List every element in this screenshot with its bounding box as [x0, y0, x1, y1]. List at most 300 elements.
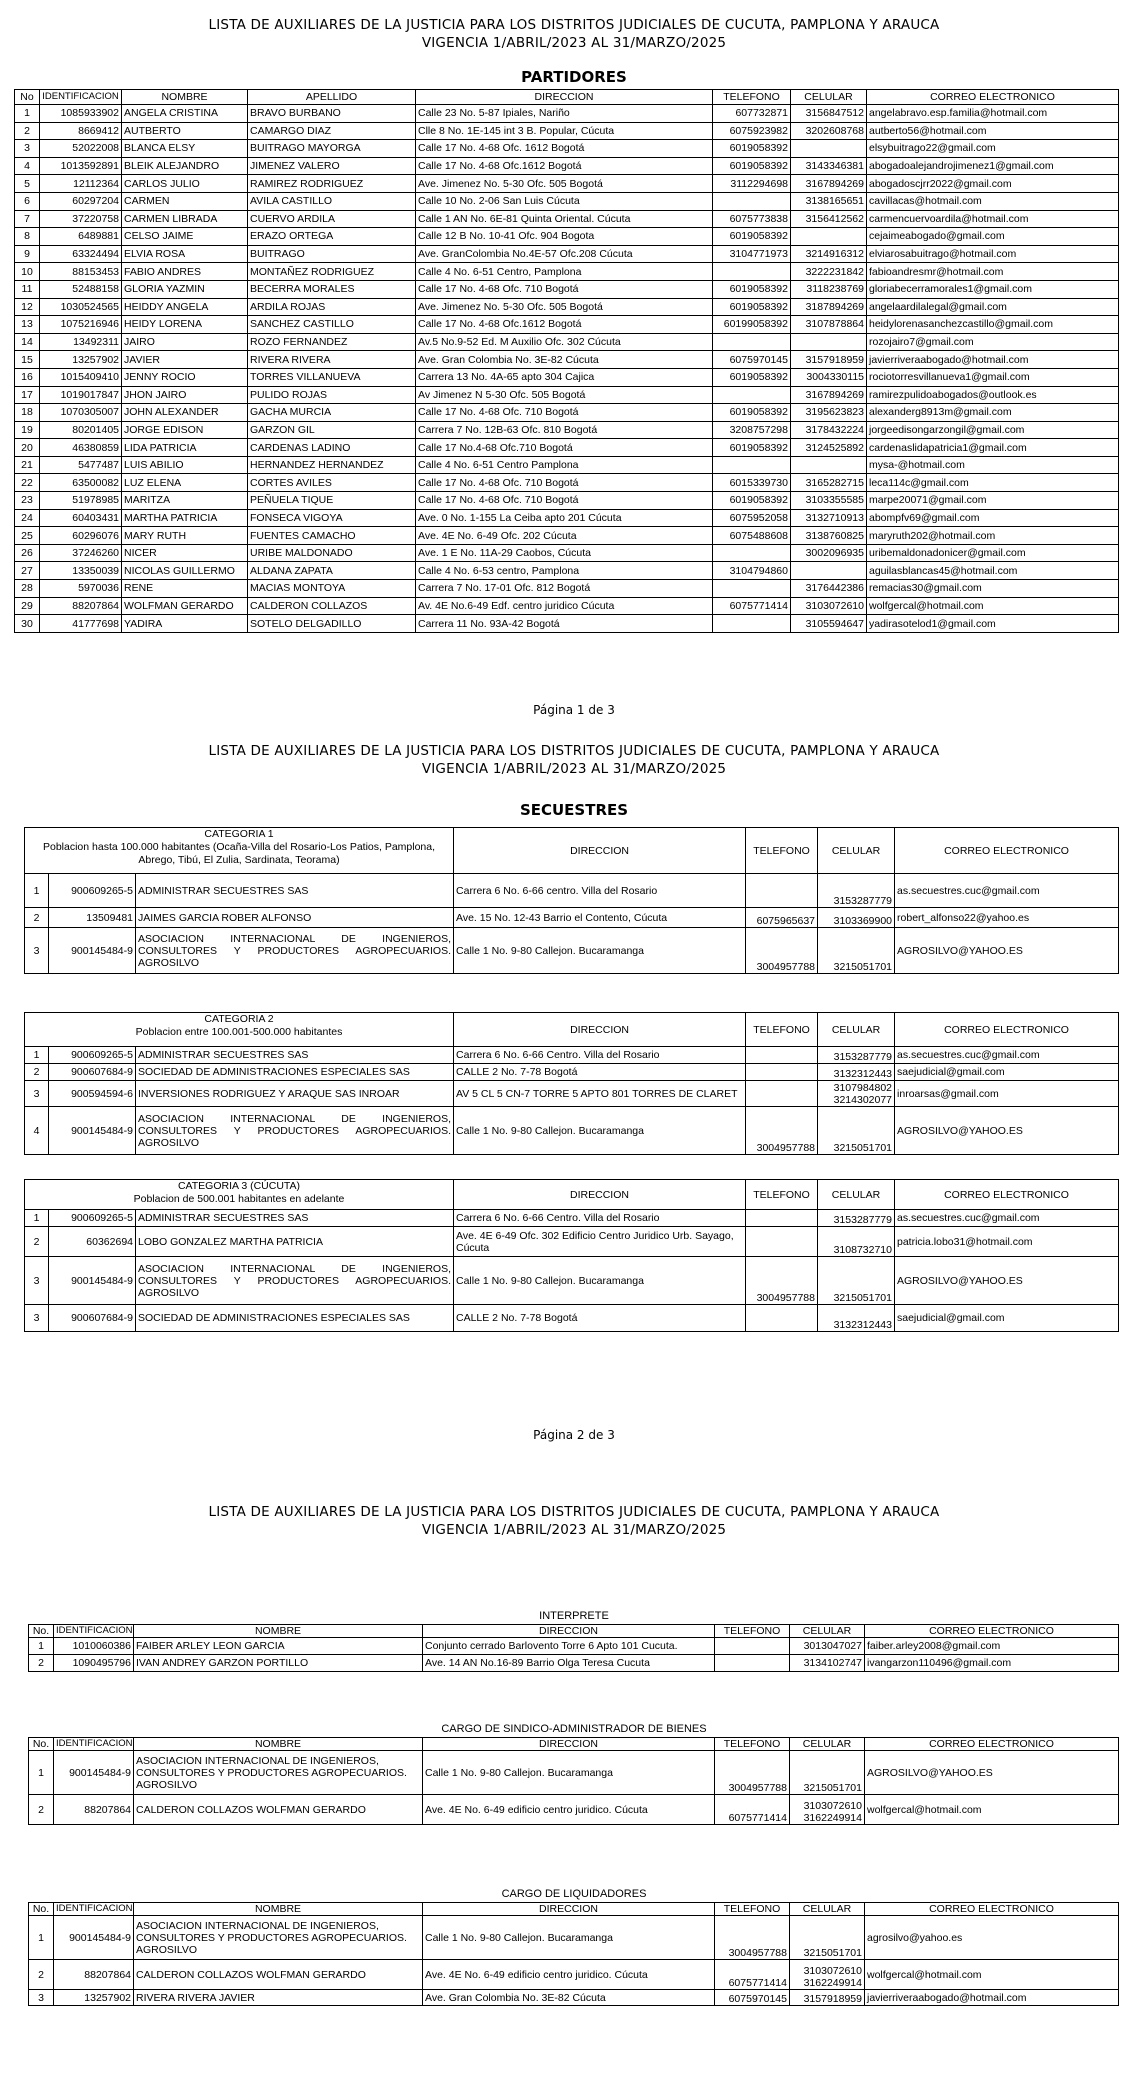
table-row — [15, 105, 1119, 123]
cell-identificacion: 60403431 — [40, 509, 122, 527]
cell-apellido: FONSECA VIGOYA — [248, 509, 416, 527]
cell-nombre: YADIRA — [122, 615, 248, 633]
cell-no: 19 — [15, 421, 40, 439]
cat3-description: Poblacion de 500.001 habitantes en adelante — [133, 1193, 345, 1205]
cell-celular: 3138760825 — [791, 527, 867, 545]
cell-nombre: MARY RUTH — [122, 527, 248, 545]
col-identificacion: IDENTIFICACION — [54, 1625, 134, 1638]
cell-nombre: JAIMES GARCIA ROBER ALFONSO — [136, 908, 454, 928]
cell-no: 12 — [15, 298, 40, 316]
cell-correo: rozojairo7@gmail.com — [867, 333, 1119, 351]
table-row — [15, 333, 1119, 351]
cell-no: 2 — [25, 1064, 49, 1081]
col-direccion: DIRECCION — [454, 828, 746, 874]
col-correo: CORREO ELECTRONICO — [865, 1903, 1119, 1916]
secuestres-cat2-table — [24, 1012, 1119, 1155]
cell-no: 30 — [15, 615, 40, 633]
cell-telefono: 3004957788 — [715, 1916, 790, 1960]
secuestres-cat3-table — [24, 1179, 1119, 1332]
cell-direccion: Clle 8 No. 1E-145 int 3 B. Popular, Cúcuta — [416, 122, 713, 140]
cell-apellido: MONTAÑEZ RODRIGUEZ — [248, 263, 416, 281]
table-row — [15, 562, 1119, 580]
cell-direccion: Calle 1 AN No. 6E-81 Quinta Oriental. Cúcuta — [416, 210, 713, 228]
cell-apellido: GARZON GIL — [248, 421, 416, 439]
cell-apellido: MACIAS MONTOYA — [248, 580, 416, 598]
cell-correo: wolfgercal@hotmail.com — [867, 597, 1119, 615]
cell-correo: remacias30@gmail.com — [867, 580, 1119, 598]
table-row — [15, 175, 1119, 193]
table-row — [15, 192, 1119, 210]
cell-apellido: CAMARGO DIAZ — [248, 122, 416, 140]
cell-apellido: BECERRA MORALES — [248, 280, 416, 298]
cell-direccion: Ave. 4E No. 6-49 edificio centro juridico. Cúcuta — [423, 1960, 715, 1990]
col-nombre: NOMBRE — [122, 90, 248, 105]
cell-celular: 3215051701 — [818, 1257, 895, 1305]
cell-direccion: Carrera 13 No. 4A-65 apto 304 Cajica — [416, 368, 713, 386]
page-3 — [0, 1503, 1148, 1539]
cell-no: 4 — [15, 157, 40, 175]
cell-direccion: Carrera 11 No. 93A-42 Bogotá — [416, 615, 713, 633]
cat3-label: CATEGORIA 3 (CÚCUTA) — [177, 1180, 301, 1192]
cell-identificacion: 900609265-5 — [49, 1210, 136, 1227]
table-row — [15, 263, 1119, 281]
cell-nombre: JAVIER — [122, 351, 248, 369]
col-direccion: DIRECCION — [423, 1903, 715, 1916]
cell-correo: cejaimeabogado@gmail.com — [867, 228, 1119, 246]
col-nombre: NOMBRE — [134, 1625, 423, 1638]
cell-telefono: 3004957788 — [746, 1257, 818, 1305]
col-celular: CELULAR — [790, 1903, 865, 1916]
cell-no: 2 — [15, 122, 40, 140]
cell-celular: 3103369900 — [818, 908, 895, 928]
cell-correo: saejudicial@gmail.com — [895, 1064, 1119, 1081]
cell-correo: abompfv69@gmail.com — [867, 509, 1119, 527]
interprete-table — [28, 1624, 1119, 1672]
cell-correo: angelaardilalegal@gmail.com — [867, 298, 1119, 316]
cell-direccion: Conjunto cerrado Barlovento Torre 6 Apto 101 Cucuta. — [423, 1638, 715, 1655]
cell-identificacion: 1015409410 — [40, 368, 122, 386]
cell-nombre: CELSO JAIME — [122, 228, 248, 246]
cell-no: 1 — [25, 874, 49, 908]
cell-telefono: 3104794860 — [713, 562, 791, 580]
cell-identificacion: 88153453 — [40, 263, 122, 281]
cell-correo: cavillacas@hotmail.com — [867, 192, 1119, 210]
cell-celular: 3178432224 — [791, 421, 867, 439]
cell-no: 6 — [15, 192, 40, 210]
table-row — [29, 1960, 1119, 1990]
table-row — [15, 615, 1119, 633]
table-row — [15, 597, 1119, 615]
col-celular: CELULAR — [790, 1625, 865, 1638]
cell-identificacion: 13509481 — [49, 908, 136, 928]
cell-nombre: RENE — [122, 580, 248, 598]
cell-identificacion: 1085933902 — [40, 105, 122, 123]
cat1-description: Poblacion hasta 100.000 habitantes (Ocaña-Villa del Rosario-Los Patios, Pamplona, Abrego, Tibú, El Zulia, Sardinata, Teorama) — [42, 841, 436, 866]
cell-nombre: JENNY ROCIO — [122, 368, 248, 386]
liquidadores-table — [28, 1902, 1119, 2006]
cell-direccion: Calle 10 No. 2-06 San Luis Cúcuta — [416, 192, 713, 210]
cell-nombre: LUIS ABILIO — [122, 456, 248, 474]
table-row — [15, 421, 1119, 439]
cell-telefono — [746, 1227, 818, 1257]
col-identificacion: IDENTIFICACION — [54, 1738, 134, 1751]
cell-correo: javierriveraabogado@hotmail.com — [867, 351, 1119, 369]
cell-celular: 3215051701 — [790, 1751, 865, 1795]
section-title-interprete: INTERPRETE — [539, 1610, 609, 1622]
cell-direccion: Ave. Jimenez No. 5-30 Ofc. 505 Bogotá — [416, 175, 713, 193]
cell-direccion: Av. 4E No.6-49 Edf. centro juridico Cúcuta — [416, 597, 713, 615]
cell-nombre: JORGE EDISON — [122, 421, 248, 439]
cell-direccion: Ave. 4E No. 6-49 edificio centro juridico. Cúcuta — [423, 1795, 715, 1825]
cell-no: 24 — [15, 509, 40, 527]
cell-nombre: JOHN ALEXANDER — [122, 404, 248, 422]
cell-correo: abogadoscjrr2022@gmail.com — [867, 175, 1119, 193]
cell-apellido: TORRES VILLANUEVA — [248, 368, 416, 386]
cell-direccion: Ave. 0 No. 1-155 La Ceiba apto 201 Cúcuta — [416, 509, 713, 527]
cell-identificacion: 5477487 — [40, 456, 122, 474]
cell-nombre: BLANCA ELSY — [122, 140, 248, 158]
cell-celular: 3103072610 3162249914 — [790, 1960, 865, 1990]
cell-direccion: Ave. Gran Colombia No. 3E-82 Cúcuta — [416, 351, 713, 369]
cell-telefono: 3004957788 — [746, 1107, 818, 1155]
cell-identificacion: 900145484-9 — [54, 1916, 134, 1960]
col-telefono: TELEFONO — [746, 828, 818, 874]
cell-telefono: 6075965637 — [746, 908, 818, 928]
cell-telefono — [715, 1638, 790, 1655]
cat1-header — [25, 828, 454, 874]
section-title-partidores: PARTIDORES — [521, 68, 627, 86]
cell-nombre: GLORIA YAZMIN — [122, 280, 248, 298]
cell-direccion: Carrera 6 No. 6-66 Centro. Villa del Rosario — [454, 1047, 746, 1064]
cat2-label: CATEGORIA 2 — [204, 1013, 274, 1025]
cell-no: 1 — [29, 1638, 54, 1655]
sindico-table — [28, 1737, 1119, 1825]
cell-identificacion: 52488158 — [40, 280, 122, 298]
table-row — [15, 122, 1119, 140]
table-row — [15, 509, 1119, 527]
cell-nombre: FAIBER ARLEY LEON GARCIA — [134, 1638, 423, 1655]
cell-identificacion: 13257902 — [54, 1990, 134, 2006]
cell-identificacion: 80201405 — [40, 421, 122, 439]
cell-direccion: Carrera 6 No. 6-66 Centro. Villa del Rosario — [454, 1210, 746, 1227]
cell-celular: 3222231842 — [791, 263, 867, 281]
cell-telefono — [715, 1655, 790, 1672]
cell-nombre: SOCIEDAD DE ADMINISTRACIONES ESPECIALES SAS — [136, 1305, 454, 1332]
col-direccion: DIRECCION — [423, 1738, 715, 1751]
cell-no: 2 — [29, 1795, 54, 1825]
cell-identificacion: 6489881 — [40, 228, 122, 246]
cell-celular: 3132710913 — [791, 509, 867, 527]
cell-apellido: BUITRAGO MAYORGA — [248, 140, 416, 158]
cell-direccion: Calle 23 No. 5-87 Ipiales, Nariño — [416, 105, 713, 123]
cell-direccion: Av Jimenez N 5-30 Ofc. 505 Bogotá — [416, 386, 713, 404]
cell-identificacion: 1013592891 — [40, 157, 122, 175]
cell-celular: 3107878864 — [791, 316, 867, 334]
col-correo: CORREO ELECTRONICO — [867, 90, 1119, 105]
cell-no: 3 — [15, 140, 40, 158]
cell-telefono — [713, 192, 791, 210]
cell-correo: javierriveraabogado@hotmail.com — [865, 1990, 1119, 2006]
cell-identificacion: 5970036 — [40, 580, 122, 598]
cell-nombre: WOLFMAN GERARDO — [122, 597, 248, 615]
cell-no: 14 — [15, 333, 40, 351]
cell-celular — [791, 228, 867, 246]
cell-direccion: Calle 17 No. 4-68 Ofc. 710 Bogotá — [416, 492, 713, 510]
cell-correo: as.secuestres.cuc@gmail.com — [895, 1210, 1119, 1227]
cell-no: 23 — [15, 492, 40, 510]
table-row — [15, 228, 1119, 246]
cell-identificacion: 60297204 — [40, 192, 122, 210]
cell-celular: 3215051701 — [790, 1916, 865, 1960]
cell-celular: 3153287779 — [818, 1210, 895, 1227]
cell-direccion: Calle 17 No. 4-68 Ofc. 1612 Bogotá — [416, 140, 713, 158]
cell-celular: 3153287779 — [818, 874, 895, 908]
col-correo: CORREO ELECTRONICO — [895, 1180, 1119, 1210]
col-correo: CORREO ELECTRONICO — [895, 1013, 1119, 1047]
cell-correo: elviarosabuitrago@hotmail.com — [867, 245, 1119, 263]
table-row — [29, 1795, 1119, 1825]
cell-celular: 3105594647 — [791, 615, 867, 633]
cell-identificacion: 900609265-5 — [49, 874, 136, 908]
cell-identificacion: 41777698 — [40, 615, 122, 633]
section-title-liquidadores: CARGO DE LIQUIDADORES — [501, 1888, 647, 1900]
cell-correo: as.secuestres.cuc@gmail.com — [895, 874, 1119, 908]
col-telefono: TELEFONO — [746, 1013, 818, 1047]
cell-apellido: FUENTES CAMACHO — [248, 527, 416, 545]
cell-apellido: ROZO FERNANDEZ — [248, 333, 416, 351]
section-title-sindico: CARGO DE SINDICO-ADMINISTRADOR DE BIENES — [441, 1723, 707, 1735]
table-row — [15, 280, 1119, 298]
cell-telefono: 6075771414 — [715, 1960, 790, 1990]
table-row — [15, 351, 1119, 369]
cell-no: 25 — [15, 527, 40, 545]
table-row — [15, 404, 1119, 422]
cat2-header — [25, 1013, 454, 1047]
cell-telefono: 6015339730 — [713, 474, 791, 492]
cell-telefono: 6075952058 — [713, 509, 791, 527]
cell-correo: autberto56@hotmail.com — [867, 122, 1119, 140]
cell-celular: 3132312443 — [818, 1305, 895, 1332]
cell-nombre: ADMINISTRAR SECUESTRES SAS — [136, 1047, 454, 1064]
cell-nombre: SOCIEDAD DE ADMINISTRACIONES ESPECIALES SAS — [136, 1064, 454, 1081]
cell-telefono: 6075773838 — [713, 210, 791, 228]
col-celular: CELULAR — [791, 90, 867, 105]
col-no: No — [15, 90, 40, 105]
cell-celular — [791, 333, 867, 351]
cell-nombre: ASOCIACION INTERNACIONAL DE INGENIEROS, CONSULTORES Y PRODUCTORES AGROPECUARIOS. AGROSILVO — [136, 1107, 454, 1155]
cell-no: 2 — [25, 1227, 49, 1257]
table-row — [15, 157, 1119, 175]
cell-correo: AGROSILVO@YAHOO.ES — [895, 1107, 1119, 1155]
table-row — [15, 245, 1119, 263]
cell-celular: 3013047027 — [790, 1638, 865, 1655]
cell-telefono: 6019058392 — [713, 368, 791, 386]
cell-telefono — [713, 333, 791, 351]
cell-celular: 3157918959 — [791, 351, 867, 369]
cell-correo: AGROSILVO@YAHOO.ES — [895, 1257, 1119, 1305]
cell-nombre: NICER — [122, 544, 248, 562]
cell-nombre: LOBO GONZALEZ MARTHA PATRICIA — [136, 1227, 454, 1257]
secuestres-cat1-table — [24, 827, 1119, 974]
table-row — [25, 908, 1119, 928]
cell-celular: 3167894269 — [791, 386, 867, 404]
cell-nombre: MARTHA PATRICIA — [122, 509, 248, 527]
cell-identificacion: 63324494 — [40, 245, 122, 263]
cell-identificacion: 60362694 — [49, 1227, 136, 1257]
cell-nombre: FABIO ANDRES — [122, 263, 248, 281]
cell-nombre: ASOCIACION INTERNACIONAL DE INGENIEROS, CONSULTORES Y PRODUCTORES AGROPECUARIOS. AGROSILVO — [136, 1257, 454, 1305]
cell-direccion: Ave. 15 No. 12-43 Barrio el Contento, Cúcuta — [454, 908, 746, 928]
cell-correo: wolfgercal@hotmail.com — [865, 1960, 1119, 1990]
cell-correo: uribemaldonadonicer@gmail.com — [867, 544, 1119, 562]
cell-apellido: PULIDO ROJAS — [248, 386, 416, 404]
cell-correo: ramirezpulidoabogados@outlook.es — [867, 386, 1119, 404]
cell-identificacion: 900145484-9 — [49, 928, 136, 974]
cell-celular: 3156412562 — [791, 210, 867, 228]
cell-apellido: ERAZO ORTEGA — [248, 228, 416, 246]
col-nombre: NOMBRE — [134, 1903, 423, 1916]
cell-celular — [791, 456, 867, 474]
table-row — [25, 1047, 1119, 1064]
cell-no: 2 — [29, 1655, 54, 1672]
cell-correo: AGROSILVO@YAHOO.ES — [895, 928, 1119, 974]
col-telefono: TELEFONO — [713, 90, 791, 105]
cell-direccion: Calle 1 No. 9-80 Callejon. Bucaramanga — [454, 1107, 746, 1155]
cell-direccion: Ave. 4E No. 6-49 Ofc. 202 Cúcuta — [416, 527, 713, 545]
cell-identificacion: 37220758 — [40, 210, 122, 228]
table-row — [15, 527, 1119, 545]
cell-telefono: 6019058392 — [713, 298, 791, 316]
table-row — [15, 386, 1119, 404]
cell-identificacion: 88207864 — [54, 1960, 134, 1990]
table-row — [25, 1081, 1119, 1107]
cell-identificacion: 1090495796 — [54, 1655, 134, 1672]
cell-celular: 3107984802 3214302077 — [818, 1081, 895, 1107]
cell-identificacion: 13350039 — [40, 562, 122, 580]
cell-celular: 3132312443 — [818, 1064, 895, 1081]
cell-nombre: HEIDY LORENA — [122, 316, 248, 334]
cell-apellido: CORTES AVILES — [248, 474, 416, 492]
cell-direccion: Calle 17 No. 4-68 Ofc. 710 Bogotá — [416, 404, 713, 422]
cell-apellido: JIMENEZ VALERO — [248, 157, 416, 175]
cell-telefono: 6019058392 — [713, 404, 791, 422]
cell-no: 27 — [15, 562, 40, 580]
cell-correo: gloriabecerramorales1@gmail.com — [867, 280, 1119, 298]
cell-direccion: Ave. 14 AN No.16-89 Barrio Olga Teresa Cucuta — [423, 1655, 715, 1672]
cell-telefono — [713, 544, 791, 562]
cell-correo: elsybuitrago22@gmail.com — [867, 140, 1119, 158]
cell-identificacion: 1019017847 — [40, 386, 122, 404]
col-nombre: NOMBRE — [134, 1738, 423, 1751]
col-no: No. — [29, 1903, 54, 1916]
cell-correo: patricia.lobo31@hotmail.com — [895, 1227, 1119, 1257]
cell-celular: 3103355585 — [791, 492, 867, 510]
cell-identificacion: 900594594-6 — [49, 1081, 136, 1107]
document-title: LISTA DE AUXILIARES DE LA JUSTICIA PARA LOS DISTRITOS JUDICIALES DE CUCUTA, PAMPLONA Y ARAUCA — [208, 743, 940, 759]
col-correo: CORREO ELECTRONICO — [895, 828, 1119, 874]
cell-identificacion: 12112364 — [40, 175, 122, 193]
cell-no: 1 — [29, 1916, 54, 1960]
cell-celular: 3103072610 — [791, 597, 867, 615]
cell-no: 8 — [15, 228, 40, 246]
table-row — [15, 580, 1119, 598]
cell-apellido: RIVERA RIVERA — [248, 351, 416, 369]
cat1-label: CATEGORIA 1 — [204, 828, 274, 840]
cell-correo: cardenaslidapatricia1@gmail.com — [867, 439, 1119, 457]
table-row — [25, 1064, 1119, 1081]
table-row — [25, 1305, 1119, 1332]
cell-correo: angelabravo.esp.familia@hotmail.com — [867, 105, 1119, 123]
table-row — [29, 1655, 1119, 1672]
cell-nombre: CALDERON COLLAZOS WOLFMAN GERARDO — [134, 1795, 423, 1825]
cell-celular: 3124525892 — [791, 439, 867, 457]
cell-apellido: PEÑUELA TIQUE — [248, 492, 416, 510]
cell-identificacion: 51978985 — [40, 492, 122, 510]
cell-celular: 3195623823 — [791, 404, 867, 422]
cell-identificacion: 900607684-9 — [49, 1305, 136, 1332]
col-celular: CELULAR — [818, 828, 895, 874]
cell-no: 17 — [15, 386, 40, 404]
cell-nombre: IVAN ANDREY GARZON PORTILLO — [134, 1655, 423, 1672]
cell-correo: carmencuervoardila@hotmail.com — [867, 210, 1119, 228]
cell-correo: rociotorresvillanueva1@gmail.com — [867, 368, 1119, 386]
cell-identificacion: 900607684-9 — [49, 1064, 136, 1081]
cell-no: 29 — [15, 597, 40, 615]
cell-direccion: Carrera 7 No. 17-01 Ofc. 812 Bogotá — [416, 580, 713, 598]
cell-celular — [791, 562, 867, 580]
cell-telefono — [713, 580, 791, 598]
table-row — [25, 1257, 1119, 1305]
table-row — [29, 1990, 1119, 2006]
cell-no: 4 — [25, 1107, 49, 1155]
cell-correo: jorgeedisongarzongil@gmail.com — [867, 421, 1119, 439]
cell-celular: 3108732710 — [818, 1227, 895, 1257]
table-row — [29, 1916, 1119, 1960]
cell-nombre: ANGELA CRISTINA — [122, 105, 248, 123]
cell-celular: 3202608768 — [791, 122, 867, 140]
cell-celular: 3143346381 — [791, 157, 867, 175]
cell-no: 2 — [25, 908, 49, 928]
cell-telefono: 3208757298 — [713, 421, 791, 439]
cell-direccion: CALLE 2 No. 7-78 Bogotá — [454, 1305, 746, 1332]
table-row — [25, 928, 1119, 974]
cell-no: 11 — [15, 280, 40, 298]
cell-direccion: Calle 4 No. 6-51 Centro, Pamplona — [416, 263, 713, 281]
table-row — [15, 298, 1119, 316]
page-2 — [0, 742, 1148, 778]
cell-celular: 3138165651 — [791, 192, 867, 210]
cell-celular: 3156847512 — [791, 105, 867, 123]
cell-identificacion: 900145484-9 — [49, 1107, 136, 1155]
cell-apellido: BRAVO BURBANO — [248, 105, 416, 123]
cell-direccion: Carrera 6 No. 6-66 centro. Villa del Rosario — [454, 874, 746, 908]
cell-no: 26 — [15, 544, 40, 562]
cell-telefono: 3004957788 — [715, 1751, 790, 1795]
cell-identificacion: 1075216946 — [40, 316, 122, 334]
cell-identificacion: 900145484-9 — [49, 1257, 136, 1305]
cell-direccion: Calle 17 No. 4-68 Ofc.1612 Bogotá — [416, 316, 713, 334]
cell-celular: 3215051701 — [818, 928, 895, 974]
cell-correo: aguilasblancas45@hotmail.com — [867, 562, 1119, 580]
cell-direccion: Calle 17 No. 4-68 Ofc. 710 Bogotá — [416, 280, 713, 298]
cell-direccion: Av.5 No.9-52 Ed. M Auxilio Ofc. 302 Cúcuta — [416, 333, 713, 351]
cell-direccion: Calle 1 No. 9-80 Callejon. Bucaramanga — [423, 1751, 715, 1795]
col-telefono: TELEFONO — [746, 1180, 818, 1210]
cell-identificacion: 63500082 — [40, 474, 122, 492]
cell-correo: fabioandresmr@hotmail.com — [867, 263, 1119, 281]
cell-telefono — [713, 386, 791, 404]
cell-no: 28 — [15, 580, 40, 598]
